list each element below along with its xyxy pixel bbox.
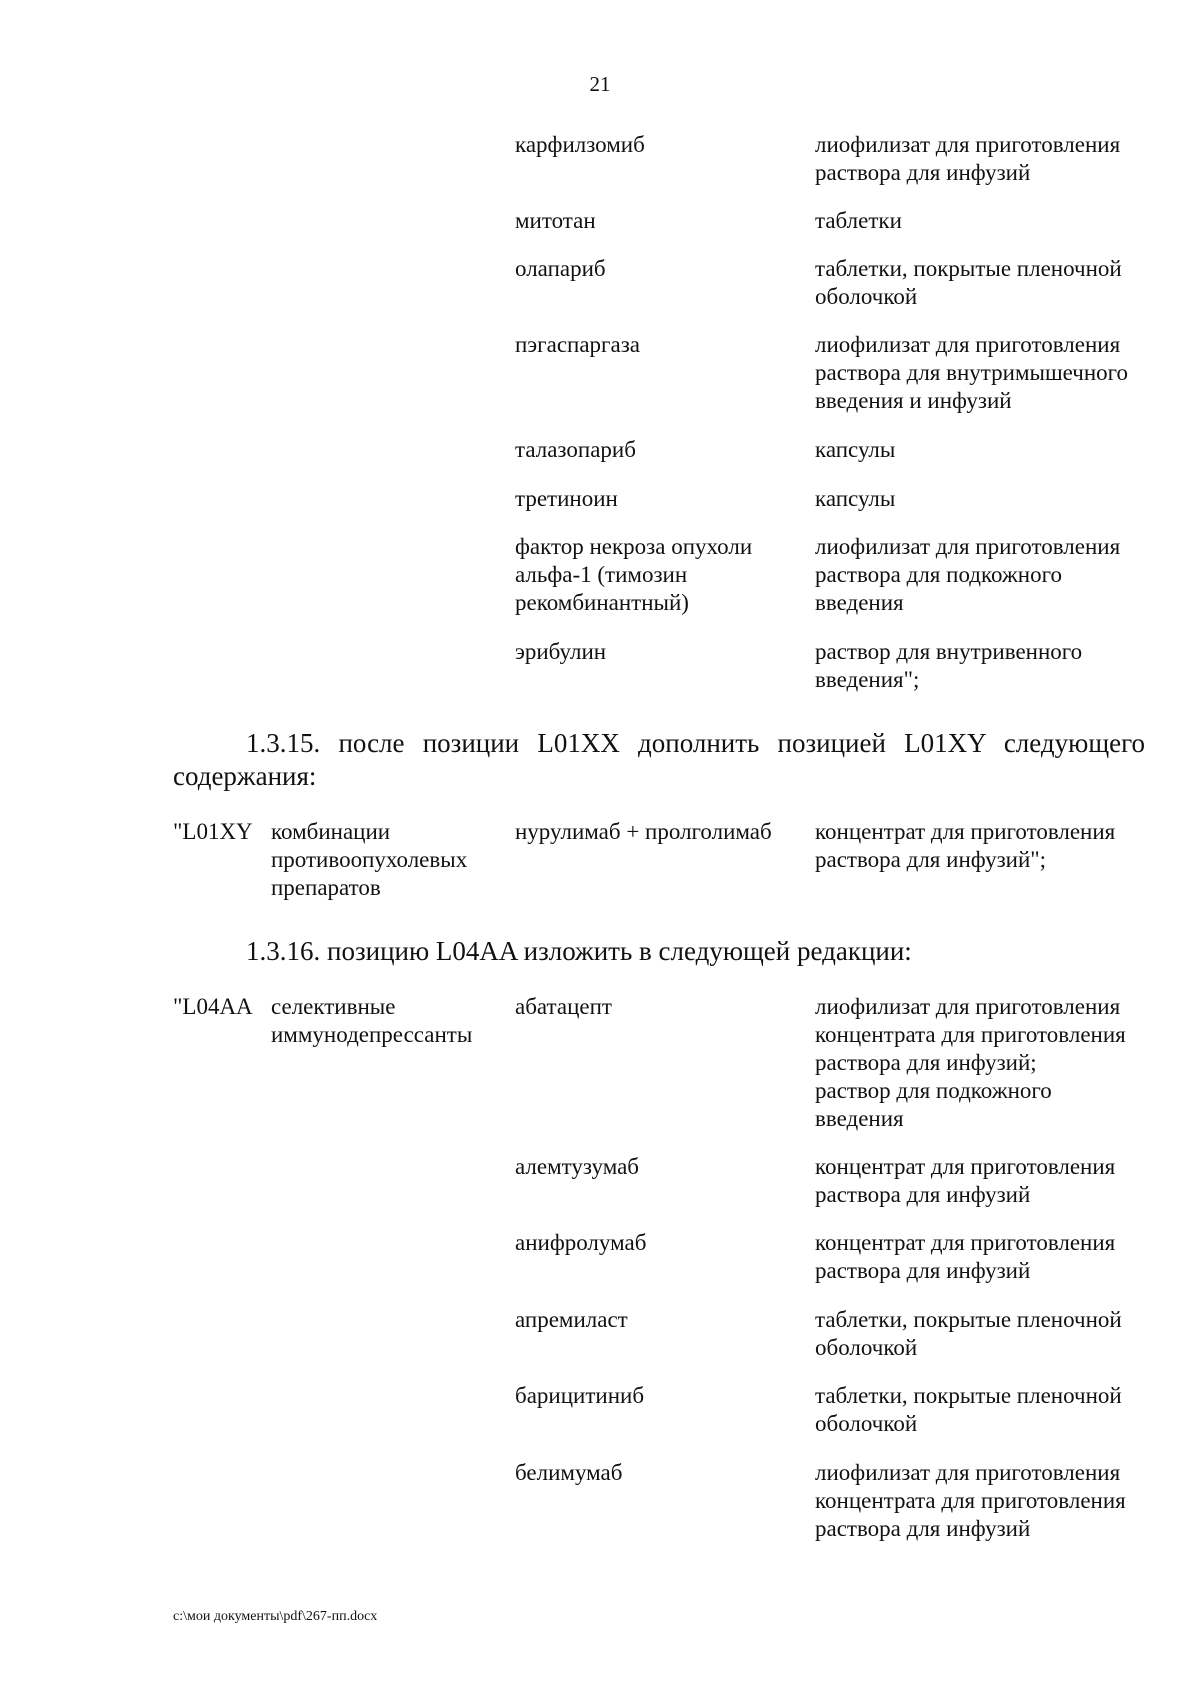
dosage-form: таблетки, покрытые пленочной оболочкой xyxy=(815,1383,1122,1436)
page-number: 21 xyxy=(589,72,611,96)
dosage-form: таблетки xyxy=(815,208,902,233)
atc-group: селективные иммунодепрессанты xyxy=(271,994,473,1047)
dosage-form: капсулы xyxy=(815,437,896,462)
atc-code: "L04AA xyxy=(173,994,253,1019)
drug-name: митотан xyxy=(515,208,596,233)
drug-name: эрибулин xyxy=(515,639,607,664)
drug-name: алемтузумаб xyxy=(515,1154,640,1179)
drug-name: олапариб xyxy=(515,256,606,281)
dosage-form: таблетки, покрытые пленочной оболочкой xyxy=(815,1307,1122,1360)
dosage-form: концентрат для приготовления раствора для инфузий"; xyxy=(815,819,1116,872)
dosage-form: таблетки, покрытые пленочной оболочкой xyxy=(815,256,1122,309)
atc-code: "L01XY xyxy=(173,819,253,844)
drug-name: третиноин xyxy=(515,486,618,511)
drug-name: талазопариб xyxy=(515,437,636,462)
drug-name: фактор некроза опухоли альфа-1 (тимозин рекомбинантный) xyxy=(515,534,753,615)
drug-name: белимумаб xyxy=(515,1460,623,1485)
drug-name: анифролумаб xyxy=(515,1230,647,1255)
amendment-paragraph: 1.3.16. позицию L04AA изложить в следующей редакции: xyxy=(246,936,912,966)
amendment-paragraph: 1.3.15. после позиции L01XX дополнить позицией L01XY следующего содержания: xyxy=(173,728,1145,791)
dosage-form: капсулы xyxy=(815,486,896,511)
dosage-form: концентрат для приготовления раствора для инфузий xyxy=(815,1154,1116,1207)
dosage-form: лиофилизат для приготовления раствора для подкожного введения xyxy=(815,534,1121,615)
drug-name: нурулимаб + пролголимаб xyxy=(515,819,772,844)
drug-name: абатацепт xyxy=(515,994,612,1019)
atc-group: комбинации противоопухолевых препаратов xyxy=(271,819,468,900)
dosage-form: раствор для внутривенного введения"; xyxy=(815,639,1083,692)
dosage-form: лиофилизат для приготовления концентрата для приготовления раствора для инфузий; раствор для подкожного введения xyxy=(815,994,1126,1131)
drug-name: барицитиниб xyxy=(515,1383,645,1408)
dosage-form: лиофилизат для приготовления раствора для инфузий xyxy=(815,132,1121,185)
drug-name: пэгаспаргаза xyxy=(515,332,640,357)
file-path-footer: c:\мои документы\pdf\267-пп.docx xyxy=(173,1609,378,1624)
dosage-form: лиофилизат для приготовления раствора для внутримышечного введения и инфузий xyxy=(815,332,1129,413)
dosage-form: концентрат для приготовления раствора для инфузий xyxy=(815,1230,1116,1283)
drug-name: карфилзомиб xyxy=(515,132,645,157)
dosage-form: лиофилизат для приготовления концентрата для приготовления раствора для инфузий xyxy=(815,1460,1126,1541)
drug-name: апремиласт xyxy=(515,1307,628,1332)
